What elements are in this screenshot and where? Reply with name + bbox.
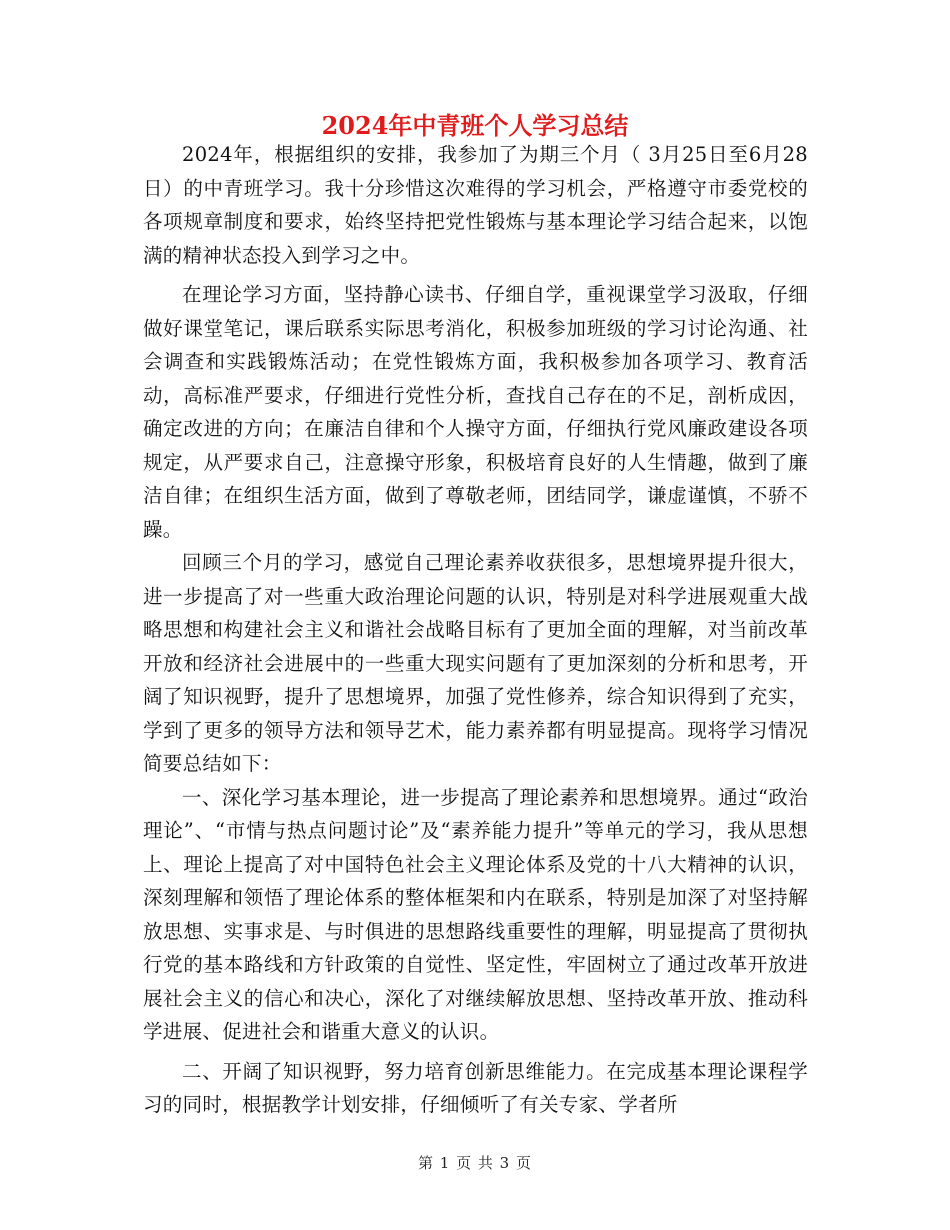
paragraph-study-practice: 在理论学习方面，坚持静心读书、仔细自学，重视课堂学习汲取，仔细做好课堂笔记，课后联系实际思考消化，积极参加班级的学习讨论沟通、社会调查和实践锻炼活动；在党性锻炼方面，我积极参加各项学习、教育活动，高标准严要求，仔细进行党性分析，查找自己存在的不足，剖析成因，确定改进的方向；在廉洁自律和个人操守方面，仔细执行党风廉政建设各项规定，从严要求自己，注意操守形象，积极培育良好的人生情趣，做到了廉洁自律；在组织生活方面，做到了尊敬老师，团结同学，谦虚谨慎，不骄不躁。 xyxy=(143,283,808,541)
paragraph-review: 回顾三个月的学习，感觉自己理论素养收获很多，思想境界提升很大，进一步提高了对一些重大政治理论问题的认识，特别是对科学进展观重大战略思想和构建社会主义和谐社会战略目标有了更加全面的理解，对当前改革开放和经济社会进展中的一些重大现实问题有了更加深刻的分析和思考，开阔了知识视野，提升了思想境界，加强了党性修养，综合知识得到了充实，学到了更多的领导方法和领导艺术，能力素养都有明显提高。现将学习情况简要总结如下： xyxy=(143,551,808,775)
page-number-footer: 第 1 页 共 3 页 xyxy=(418,1154,532,1172)
paragraph-intro: 2024年，根据组织的安排，我参加了为期三个月（ 3月25日至6月28日）的中青班学习。我十分珍惜这次难得的学习机会，严格遵守市委党校的各项规章制度和要求，始终坚持把党性锻炼与基本理论学习结合起来，以饱满的精神状态投入到学习之中。 xyxy=(143,143,808,267)
document-title: 2024年中青班个人学习总结 xyxy=(321,111,629,140)
document-body xyxy=(143,138,808,1122)
paragraph-section-one: 一、深化学习基本理论，进一步提高了理论素养和思想境界。通过“政治理论”、“市情与热点问题讨论”及“素养能力提升”等单元的学习，我从思想上、理论上提高了对中国特色社会主义理论体系及党的十八大精神的认识，深刻理解和领悟了理论体系的整体框架和内在联系，特别是加深了对坚持解放思想、实事求是、与时俱进的思想路线重要性的理解，明显提高了贯彻执行党的基本路线和方针政策的自觉性、坚定性，牢固树立了通过改革开放进展社会主义的信心和决心，深化了对继续解放思想、坚持改革开放、推动科学进展、促进社会和谐重大意义的认识。 xyxy=(143,785,808,1043)
paragraph-section-two: 二、开阔了知识视野，努力培育创新思维能力。在完成基本理论课程学习的同时，根据教学计划安排，仔细倾听了有关专家、学者所 xyxy=(143,1059,808,1116)
